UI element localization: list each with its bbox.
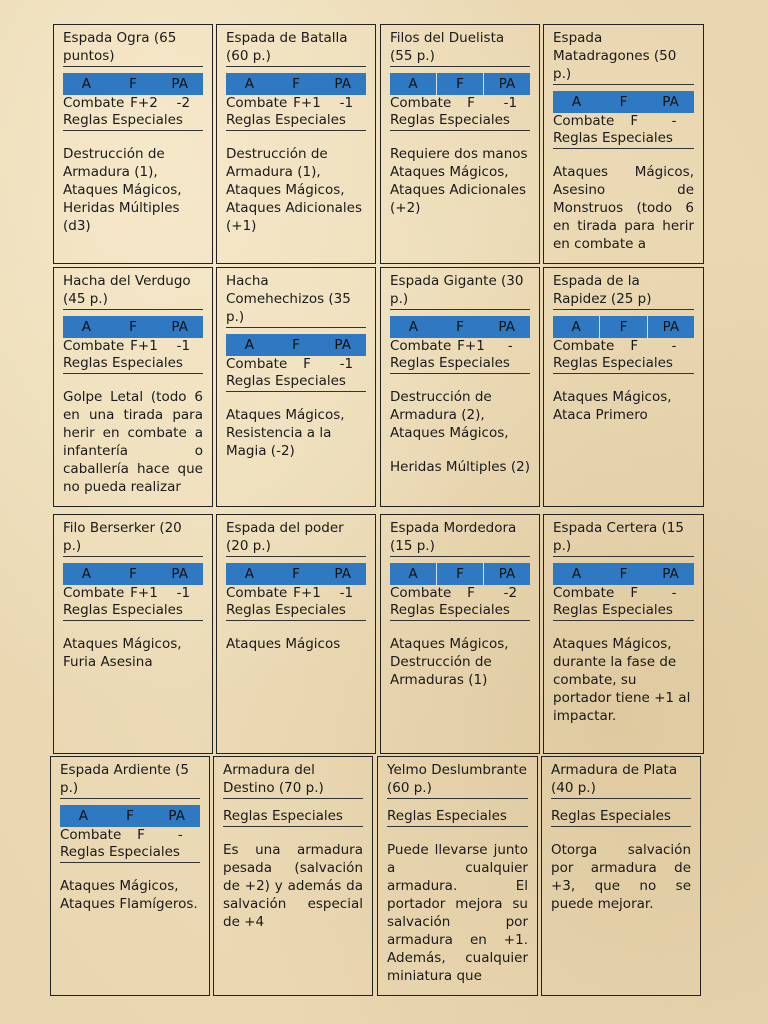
item-card	[380, 514, 540, 754]
stats-table	[553, 91, 694, 129]
stats-header-cell: PA	[662, 94, 679, 110]
stats-cell: -	[671, 585, 677, 601]
stats-header-cell: A	[571, 94, 582, 110]
stats-table	[553, 563, 694, 601]
item-title: Espada de la Rapidez (25 p)	[553, 272, 694, 310]
stats-header-cell: PA	[483, 73, 530, 95]
stats-table	[390, 73, 530, 111]
rules-label: Reglas Especiales	[63, 601, 203, 621]
item-title: Espada Matadragones (50 p.)	[553, 29, 694, 85]
rules-label: Reglas Especiales	[387, 807, 528, 827]
rules-paragraph: Ataques Mágicos, Destrucción de Armaduras (1)	[390, 636, 509, 688]
item-card	[53, 24, 213, 264]
stats-cell: F+1	[293, 585, 321, 601]
stats-cell: -	[177, 827, 183, 843]
stats-header-cell: PA	[334, 76, 351, 92]
stats-table	[226, 563, 366, 601]
stats-header-cell: PA	[334, 566, 351, 582]
rules-label: Reglas Especiales	[226, 601, 366, 621]
stats-cell: F	[630, 585, 639, 601]
item-card	[53, 267, 213, 507]
stats-header	[226, 334, 366, 356]
stats-row	[63, 585, 203, 601]
rules-text	[553, 388, 694, 424]
stats-header-cell: PA	[334, 337, 351, 353]
stats-cell: -1	[503, 95, 518, 111]
stats-header	[553, 563, 694, 585]
stats-cell: F+1	[457, 338, 485, 354]
rules-paragraph: Heridas Múltiples (2)	[390, 459, 530, 475]
stats-table	[63, 563, 203, 601]
stats-header	[63, 73, 203, 95]
rules-label: Reglas Especiales	[390, 354, 530, 374]
rules-paragraph: Ataques Mágicos	[226, 636, 341, 652]
rules-label: Reglas Especiales	[551, 807, 691, 827]
stats-header-cell: A	[244, 76, 254, 92]
stats-cell: -1	[176, 338, 191, 354]
rules-label: Reglas Especiales	[390, 601, 530, 621]
stats-cell: Combate	[63, 585, 125, 601]
stats-row	[553, 113, 694, 129]
stats-header-cell: A	[244, 566, 254, 582]
stats-cell: F	[303, 356, 311, 372]
stats-row	[226, 95, 366, 111]
stats-header	[553, 316, 694, 338]
item-card	[543, 24, 704, 264]
stats-row	[60, 827, 200, 843]
rules-label: Reglas Especiales	[553, 354, 694, 374]
stats-cell: F+1	[130, 338, 158, 354]
stats-row	[390, 585, 530, 601]
item-title: Espada Ardiente (5 p.)	[60, 761, 200, 799]
rules-label: Reglas Especiales	[60, 843, 200, 863]
rules-label: Reglas Especiales	[553, 129, 694, 149]
stats-cell: -	[671, 338, 677, 354]
stats-cell: Combate	[63, 338, 125, 354]
stats-cell: -	[507, 338, 513, 354]
stats-table	[60, 805, 200, 843]
stats-cell: Combate	[553, 585, 615, 601]
rules-paragraph: Destrucción de Armadura (1), Ataques Mágicos, Heridas Múltiples (d3)	[63, 146, 182, 234]
stats-cell: -	[671, 113, 677, 129]
item-card	[377, 756, 538, 996]
stats-row	[553, 585, 694, 601]
item-title: Espada Certera (15 p.)	[553, 519, 694, 557]
rules-text	[63, 388, 203, 496]
stats-header-cell: F	[129, 76, 137, 92]
stats-header-cell: A	[408, 566, 418, 582]
rules-label: Reglas Especiales	[223, 807, 363, 827]
item-card	[50, 756, 210, 996]
stats-header-cell: A	[408, 76, 418, 92]
stats-cell: Combate	[390, 338, 452, 354]
stats-header-cell: F	[292, 337, 300, 353]
stats-table	[63, 316, 203, 354]
stats-header-cell: PA	[171, 76, 188, 92]
stats-header-cell: A	[81, 566, 91, 582]
item-card	[216, 24, 376, 264]
stats-cell: F	[630, 338, 639, 354]
rules-text	[226, 406, 366, 460]
item-title: Filos del Duelista (55 p.)	[390, 29, 530, 67]
rules-text	[223, 841, 363, 931]
item-title: Yelmo Deslumbrante (60 p.)	[387, 761, 528, 799]
stats-header	[390, 73, 530, 95]
stats-cell: -2	[503, 585, 518, 601]
stats-header	[226, 563, 366, 585]
stats-header-cell: F	[129, 566, 137, 582]
rules-text	[390, 635, 530, 689]
stats-cell: Combate	[553, 338, 615, 354]
stats-cell: -1	[176, 585, 191, 601]
stats-header	[553, 91, 694, 113]
stats-header	[63, 563, 203, 585]
stats-cell: Combate	[553, 113, 615, 129]
stats-header-cell: F	[436, 563, 483, 585]
item-card	[541, 756, 701, 996]
stats-cell: -2	[176, 95, 191, 111]
stats-cell: F+2	[130, 95, 158, 111]
rules-text	[551, 841, 691, 913]
stats-header-cell: F	[292, 76, 300, 92]
rules-text	[553, 163, 694, 253]
stats-header-cell: A	[78, 808, 88, 824]
item-card	[380, 267, 540, 507]
stats-row	[553, 338, 694, 354]
rules-paragraph: Es una armadura pesada (salvación de +2) y además da salvación especial de +4	[223, 842, 363, 930]
rules-text	[60, 877, 200, 913]
stats-header-cell: F	[436, 73, 483, 95]
stats-table	[226, 334, 366, 372]
stats-cell: F+1	[130, 585, 158, 601]
stats-header-cell: F	[619, 94, 628, 110]
stats-header	[390, 316, 530, 338]
rules-text	[390, 145, 530, 217]
rules-label: Reglas Especiales	[63, 354, 203, 374]
rules-paragraph: Puede llevarse junto a cualquier armadura. El portador mejora su salvación por armadura en +1. Además, cualquier miniatura que	[387, 842, 528, 984]
stats-header	[63, 316, 203, 338]
item-title: Filo Berserker (20 p.)	[63, 519, 203, 557]
rules-paragraph: Otorga salvación por armadura de +3, que no se puede mejorar.	[551, 842, 691, 912]
item-title: Espada de Batalla (60 p.)	[226, 29, 366, 67]
rules-text	[390, 388, 530, 476]
rules-paragraph: Ataques Mágicos, Asesino de Monstruos (todo 6 en tirada para herir en combate a	[553, 164, 694, 252]
stats-header-cell: A	[408, 319, 418, 335]
stats-header-cell: PA	[647, 316, 694, 338]
item-title: Hacha del Verdugo (45 p.)	[63, 272, 203, 310]
stats-header-cell: F	[126, 808, 134, 824]
item-title: Espada del poder (20 p.)	[226, 519, 366, 557]
rules-label: Reglas Especiales	[226, 372, 366, 392]
stats-header-cell: PA	[662, 566, 679, 582]
stats-row	[390, 338, 530, 354]
stats-header-cell: PA	[498, 319, 515, 335]
stats-cell: -1	[339, 356, 354, 372]
stats-table	[553, 316, 694, 354]
item-card	[216, 267, 376, 507]
stats-header-cell: A	[81, 76, 91, 92]
stats-header-cell: A	[571, 319, 581, 335]
stats-cell: F+1	[293, 95, 321, 111]
rules-paragraph: Golpe Letal (todo 6 en una tirada para herir en combate a infantería o caballería hace que no pueda realizar	[63, 389, 203, 495]
stats-header-cell: F	[599, 316, 646, 338]
stats-table	[63, 73, 203, 111]
stats-cell: F	[630, 113, 639, 129]
stats-row	[63, 338, 203, 354]
item-card	[380, 24, 540, 264]
stats-header-cell: PA	[171, 566, 188, 582]
rules-text	[553, 635, 694, 725]
item-card	[213, 756, 373, 996]
item-title: Espada Ogra (65 puntos)	[63, 29, 203, 67]
stats-table	[226, 73, 366, 111]
stats-cell: -1	[339, 95, 354, 111]
stats-header-cell: A	[571, 566, 582, 582]
item-title: Hacha Comehechizos (35 p.)	[226, 272, 366, 328]
stats-cell: Combate	[226, 356, 288, 372]
rules-text	[387, 841, 528, 985]
stats-header-cell: PA	[483, 563, 530, 585]
stats-cell: F	[137, 827, 145, 843]
stats-cell: Combate	[63, 95, 125, 111]
rules-paragraph: Destrucción de Armadura (1), Ataques Mágicos, Ataques Adicionales (+1)	[226, 146, 362, 234]
stats-header	[60, 805, 200, 827]
item-title: Armadura de Plata (40 p.)	[551, 761, 691, 799]
rules-paragraph: Destrucción de Armadura (2), Ataques Mágicos,	[390, 389, 509, 441]
stats-table	[390, 316, 530, 354]
rules-label: Reglas Especiales	[390, 111, 530, 131]
stats-cell: Combate	[60, 827, 122, 843]
stats-cell: Combate	[390, 585, 452, 601]
stats-cell: Combate	[226, 585, 288, 601]
rules-text	[63, 635, 203, 671]
stats-header-cell: PA	[171, 319, 188, 335]
item-card	[53, 514, 213, 754]
stats-header-cell: F	[456, 319, 464, 335]
rules-label: Reglas Especiales	[226, 111, 366, 131]
stats-row	[226, 356, 366, 372]
rules-label: Reglas Especiales	[63, 111, 203, 131]
stats-header-cell: A	[244, 337, 254, 353]
stats-cell: F	[467, 585, 475, 601]
stats-cell: Combate	[390, 95, 452, 111]
stats-cell: F	[467, 95, 475, 111]
item-card	[216, 514, 376, 754]
stats-row	[63, 95, 203, 111]
rules-paragraph: Ataques Mágicos, Resistencia a la Magia (-2)	[226, 407, 345, 459]
rules-text	[226, 145, 366, 235]
stats-header-cell: A	[81, 319, 91, 335]
rules-text	[226, 635, 366, 653]
stats-cell: -1	[339, 585, 354, 601]
rules-paragraph: Ataques Mágicos, durante la fase de combate, su portador tiene +1 al impactar.	[553, 636, 691, 724]
rules-paragraph: Ataques Mágicos, Ataques Flamígeros.	[60, 878, 198, 912]
rules-label: Reglas Especiales	[553, 601, 694, 621]
item-title: Espada Gigante (30 p.)	[390, 272, 530, 310]
rules-paragraph: Ataques Mágicos, Furia Asesina	[63, 636, 182, 670]
rules-paragraph: Ataques Mágicos, Ataca Primero	[553, 389, 672, 423]
stats-cell: Combate	[226, 95, 288, 111]
item-card	[543, 267, 704, 507]
item-card	[543, 514, 704, 754]
stats-header-cell: PA	[168, 808, 185, 824]
rules-paragraph: Requiere dos manos Ataques Mágicos, Ataques Adicionales (+2)	[390, 146, 528, 216]
stats-header-cell: F	[292, 566, 300, 582]
stats-table	[390, 563, 530, 601]
stats-header	[226, 73, 366, 95]
item-title: Espada Mordedora (15 p.)	[390, 519, 530, 557]
rules-text	[63, 145, 203, 235]
stats-row	[390, 95, 530, 111]
stats-header-cell: F	[619, 566, 628, 582]
item-title: Armadura del Destino (70 p.)	[223, 761, 363, 799]
stats-row	[226, 585, 366, 601]
stats-header	[390, 563, 530, 585]
stats-header-cell: F	[129, 319, 137, 335]
